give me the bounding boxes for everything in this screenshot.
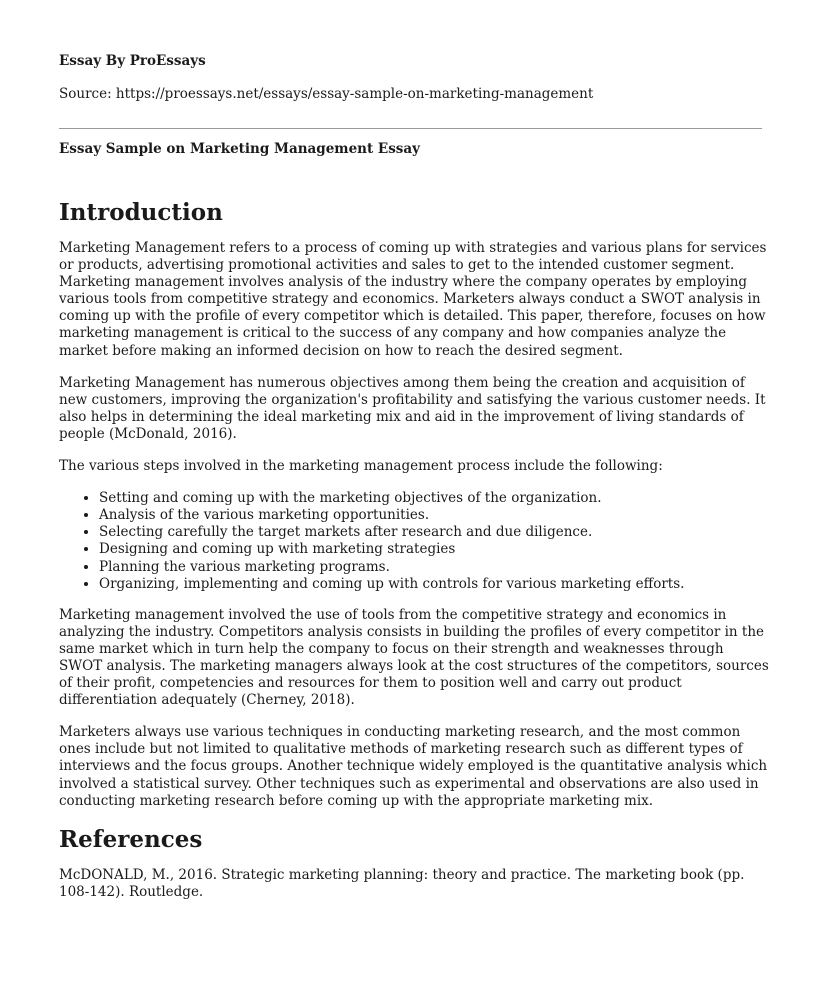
divider: [59, 128, 762, 129]
essay-body: [59, 198, 770, 916]
paragraph-intro-2: Marketing Management has numerous objectives among them being the creation and acquisition of new customers, improving the organization's profitability and satisfying the various customer needs. It also helps in determining the ideal marketing mix and aid in the improvement of living standards of people (McDonald, 2016).: [59, 374, 766, 442]
paragraph-intro-1: Marketing Management refers to a process of coming up with strategies and various plans for services or products, advertising promotional activities and sales to get to the intended customer segment. Marketing management involves analysis of the industry where the company operates by employing various tools from competitive strategy and economics. Marketers always conduct a SWOT analysis in coming up with the profile of every competitor which is detailed. This paper, therefore, focuses on how marketing management is critical to the success of any company and how companies analyze the market before making an informed decision on how to reach the desired segment.: [59, 240, 767, 359]
list-item: • Selecting carefully the target markets after research and due diligence.: [99, 524, 770, 541]
reference-entry: McDONALD, M., 2016. Strategic marketing planning: theory and practice. The marketing book (pp. 108-142). Routledge.: [59, 866, 745, 900]
paragraph-competitors: Marketing management involved the use of tools from the competitive strategy and economics in analyzing the industry. Competitors analysis consists in building the profiles of every competitor in the same market which in turn help the company to focus on their strength and weaknesses through SWOT analysis. The marketing managers always look at the cost structures of the competitors, sources of their profit, competencies and resources for them to position well and carry out product differentiation adequately (Cherney, 2018).: [59, 606, 769, 709]
byline: Essay By ProEssays: [59, 53, 206, 69]
source-line: Source: https://proessays.net/essays/essay-sample-on-marketing-management: [59, 86, 594, 102]
paragraph-research: Marketers always use various techniques in conducting marketing research, and the most common ones include but not limited to qualitative methods of marketing research such as different types of interviews and the focus groups. Another technique widely employed is the quantitative analysis which involved a statistical survey. Other techniques such as experimental and observations are also used in conducting marketing research before coming up with the appropriate marketing mix.: [59, 724, 768, 809]
list-item: • Analysis of the various marketing opportunities.: [99, 507, 770, 524]
list-item: • Organizing, implementing and coming up with controls for various marketing efforts.: [99, 576, 770, 593]
list-item: • Planning the various marketing programs.: [99, 559, 770, 576]
steps-list: [59, 490, 770, 593]
document-title: Essay Sample on Marketing Management Essay: [59, 141, 420, 157]
list-item: • Designing and coming up with marketing strategies: [99, 541, 770, 558]
list-item: • Setting and coming up with the marketing objectives of the organization.: [99, 490, 770, 507]
introduction-heading: Introduction: [59, 199, 223, 226]
references-heading: References: [59, 825, 203, 853]
paragraph-steps-lead: The various steps involved in the marketing management process include the following:: [59, 458, 663, 475]
